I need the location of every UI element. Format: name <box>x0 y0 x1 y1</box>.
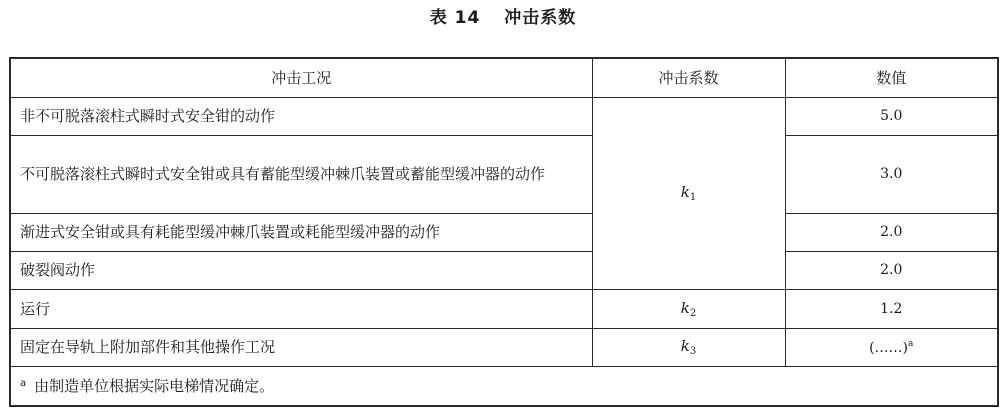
condition-cell: 不可脱落滚柱式瞬时式安全钳或具有蓄能型缓冲棘爪装置或蓄能型缓冲器的动作 <box>10 135 592 213</box>
condition-cell: 渐进式安全钳或具有耗能型缓冲棘爪装置或耗能型缓冲器的动作 <box>10 213 592 251</box>
table-row <box>10 97 998 135</box>
table-row <box>10 135 998 213</box>
column-header-value: 数值 <box>785 58 998 97</box>
table-title: 冲击系数 <box>504 8 577 28</box>
table-row <box>10 213 998 251</box>
footnote-cell <box>10 366 998 406</box>
condition-cell: 破裂阀动作 <box>10 251 592 289</box>
footnote-reference: a <box>908 338 914 349</box>
coefficient-k3-cell <box>592 328 785 366</box>
coefficient-symbol: k <box>680 183 690 201</box>
header-row <box>10 58 998 97</box>
footnote-text: 由制造单位根据实际电梯情况确定。 <box>34 377 275 396</box>
value-cell: 2.0 <box>785 251 998 289</box>
coefficient-symbol: k <box>680 298 690 317</box>
footnote-marker: a <box>20 378 27 390</box>
table-row <box>10 251 998 289</box>
value-cell: 3.0 <box>785 135 998 213</box>
impact-coefficient-table <box>9 57 999 407</box>
coefficient-k1-cell <box>592 97 785 289</box>
table-row <box>10 328 998 366</box>
table-number: 表 14 <box>429 8 481 28</box>
column-header-coefficient: 冲击系数 <box>592 58 785 97</box>
footnote-row <box>10 366 998 406</box>
table-row <box>10 289 998 328</box>
value-cell: 5.0 <box>785 97 998 135</box>
value-cell <box>785 328 998 366</box>
condition-cell: 非不可脱落滚柱式瞬时式安全钳的动作 <box>10 97 592 135</box>
table-caption <box>0 4 1006 32</box>
condition-cell: 固定在导轨上附加部件和其他操作工况 <box>10 328 592 366</box>
coefficient-subscript: 3 <box>689 346 697 357</box>
value-cell: 1.2 <box>785 289 998 328</box>
condition-cell: 运行 <box>10 289 592 328</box>
column-header-condition: 冲击工况 <box>10 58 592 97</box>
coefficient-k2-cell <box>592 289 785 328</box>
coefficient-subscript: 2 <box>689 307 697 319</box>
coefficient-subscript: 1 <box>689 192 697 203</box>
value-text: (……) <box>869 339 909 356</box>
value-cell: 2.0 <box>785 213 998 251</box>
coefficient-symbol: k <box>680 337 690 355</box>
